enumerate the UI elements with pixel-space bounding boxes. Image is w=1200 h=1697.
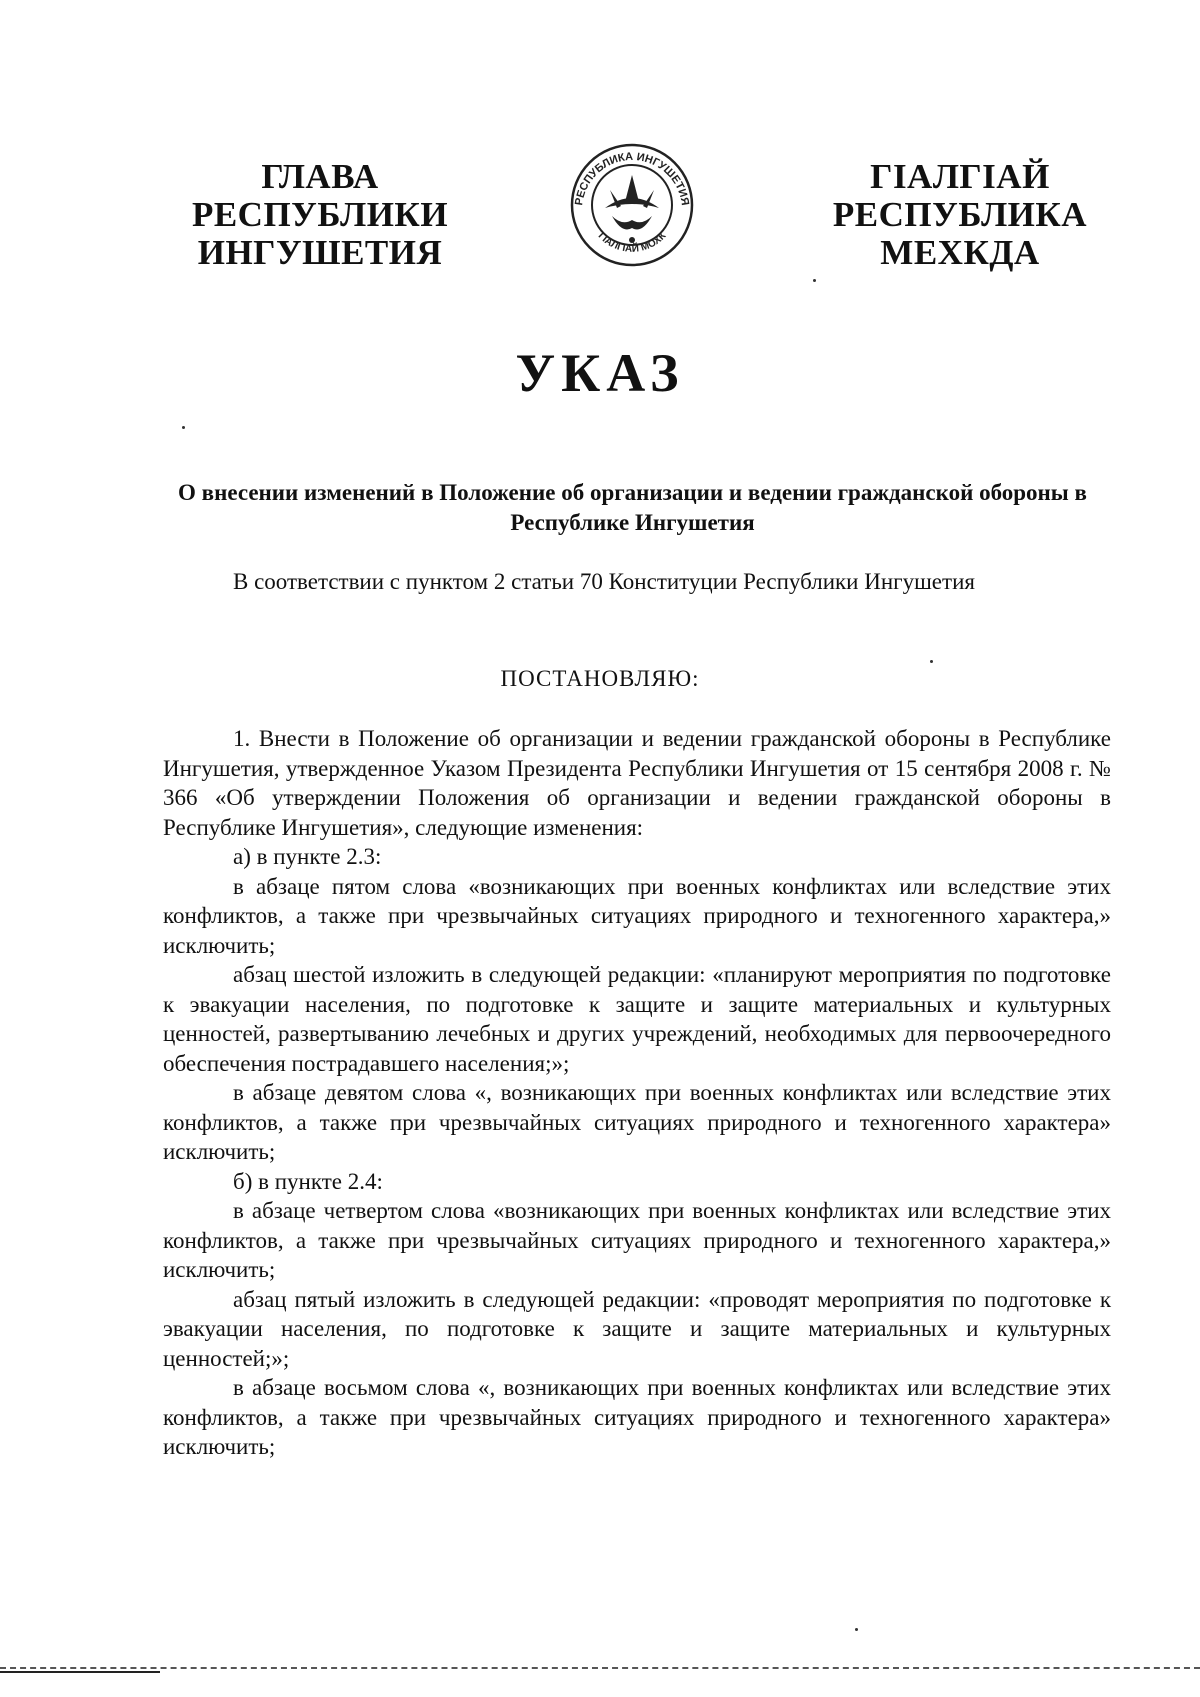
document-paragraph: в абзаце восьмом слова «, возникающих при военных конфликтах или вследствие этих конфликтов, а также при чрезвычайных ситуациях природного и техногенного характера» исключить; [163,1375,1111,1459]
document-subject: О внесении изменений в Положение об организации и ведении гражданской обороны в Республике Ингушетия [178,480,1087,535]
scan-speck [930,660,933,663]
document-paragraph: б) в пункте 2.4: [233,1168,383,1194]
document-items [163,724,1111,1462]
header-left-line: РЕСПУБЛИКИ [191,195,449,234]
scan-speck [182,426,185,429]
document-paragraph: в абзаце пятом слова «возникающих при военных конфликтах или вследствие этих конфликтов, а также при чрезвычайных ситуациях природного и техногенного характера,» исключить; [163,873,1111,958]
decree-word: ПОСТАНОВЛЯЮ: [500,666,700,691]
header-right-title [830,158,1090,272]
document-intro: В соответствии с пунктом 2 статьи 70 Конституции Республики Ингушетия [233,569,975,594]
scan-speck [855,1628,858,1631]
document-paragraph: в абзаце девятом слова «, возникающих при военных конфликтах или вследствие этих конфликтов, а также при чрезвычайных ситуациях природного и техногенного характера» исключить; [163,1080,1111,1164]
document-paragraph: в абзаце четвертом слова «возникающих при военных конфликтах или вследствие этих конфликтов, а также при чрезвычайных ситуациях природного и техногенного характера,» исключить; [163,1198,1111,1282]
header-right-line: МЕХКДА [880,233,1040,272]
emblem-text-bottom: ГIАЛГIАЙ МОХК [595,230,669,255]
scan-edge-mark [0,1671,160,1673]
header-left-line: ИНГУШЕТИЯ [197,233,443,272]
document-intro-block [163,567,1111,597]
scan-speck [813,279,816,282]
document-type: УКАЗ [515,343,685,403]
header-right-line: ГIАЛГIАЙ [870,157,1050,196]
republic-emblem-icon [565,140,700,270]
header-right-line: РЕСПУБЛИКА [832,195,1088,234]
scan-edge-line [0,1667,1200,1669]
header-left-title [190,158,450,272]
document-paragraph: абзац шестой изложить в следующей редакции: «планируют мероприятия по подготовке к эвакуации населения, по подготовке к защите и защите материальных и культурных ценностей, развертыванию лечебных и других учреждений, необходимых для первоочередного обеспечения пострадавшего населения;»; [163,962,1111,1076]
header-left-line: ГЛАВА [261,157,379,196]
document-paragraph: абзац пятый изложить в следующей редакции: «проводят мероприятия по подготовке к эвакуации населения, по подготовке к защите и защите материальных и культурных ценностей;»; [163,1286,1111,1371]
emblem-text-top: РЕСПУБЛИКА ИНГУШЕТИЯ [573,150,691,207]
document-paragraph: 1. Внести в Положение об организации и ведении гражданской обороны в Республике Ингушетия, утвержденное Указом Президента Республики Ингушетия от 15 сентября 2008 г. № 366 «Об утверждении Положения об организации и ведении гражданской обороны в Республике Ингушетия», следующие изменения: [163,726,1111,840]
document-paragraph: а) в пункте 2.3: [233,844,382,869]
